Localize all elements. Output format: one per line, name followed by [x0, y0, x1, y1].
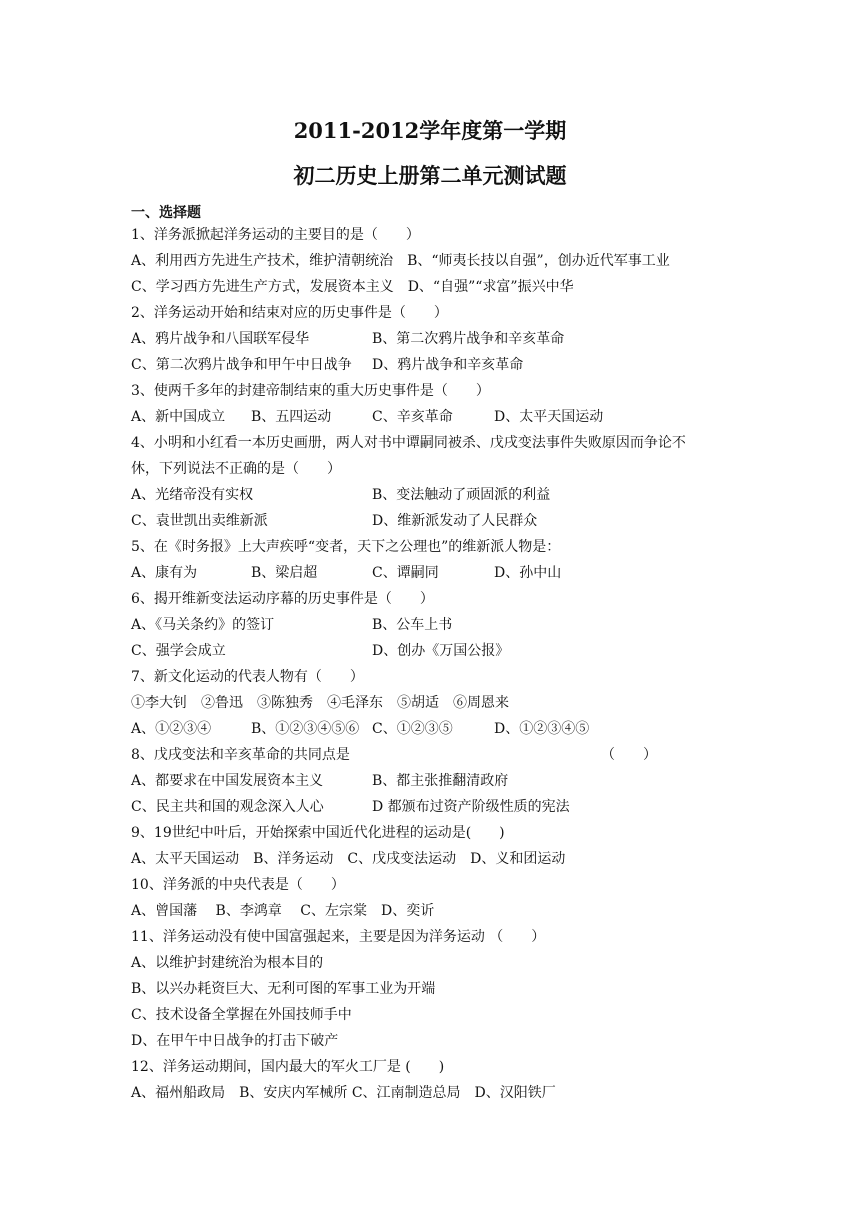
line-text: 7、新文化运动的代表人物有（ ） — [131, 669, 364, 685]
option-text: C、袁世凯出卖维新派 — [131, 513, 268, 529]
option-text: B、第二次鸦片战争和辛亥革命 — [372, 331, 565, 347]
line-text: A、太平天国运动 B、洋务运动 C、戊戌变法运动 D、义和团运动 — [131, 851, 566, 867]
line-text: 2、洋务运动开始和结束对应的历史事件是（ ） — [131, 305, 448, 321]
text-line — [131, 1054, 751, 1080]
text-line — [131, 560, 751, 586]
line-text: ①李大钊 ②鲁迅 ③陈独秀 ④毛泽东 ⑤胡适 ⑥周恩来 — [131, 695, 509, 711]
line-text: 12、洋务运动期间，国内最大的军火工厂是 ( ) — [131, 1059, 445, 1075]
line-text: 6、揭开维新变法运动序幕的历史事件是（ ） — [131, 591, 434, 607]
text-line — [131, 924, 751, 950]
line-text: 1、洋务派掀起洋务运动的主要目的是（ ） — [131, 227, 420, 243]
text-line — [131, 1080, 751, 1106]
text-line — [131, 768, 751, 794]
option-text: （ ） — [601, 747, 657, 763]
text-line — [131, 950, 751, 976]
text-line — [131, 898, 751, 924]
option-text: C、强学会成立 — [131, 643, 226, 659]
option-text: D 都颁布过资产阶级性质的宪法 — [372, 799, 570, 815]
option-text: B、变法触动了顽固派的利益 — [372, 487, 551, 503]
text-line — [131, 534, 751, 560]
option-text: C、辛亥革命 — [372, 409, 453, 425]
text-line — [131, 300, 751, 326]
exam-title-year: 2011-2012学年度第一学期 — [293, 118, 567, 143]
text-line — [131, 664, 751, 690]
line-text: A、福州船政局 B、安庆内军械所 C、江南制造总局 D、汉阳铁厂 — [131, 1085, 556, 1101]
line-text: 9、19世纪中叶后，开始探索中国近代化进程的运动是( ) — [131, 825, 505, 841]
option-text: D、维新派发动了人民群众 — [372, 513, 538, 529]
option-text: A、鸦片战争和八国联军侵华 — [131, 331, 310, 347]
text-line — [131, 456, 751, 482]
text-line — [131, 508, 751, 534]
text-line — [131, 872, 751, 898]
line-text: 休，下列说法不正确的是（ ） — [131, 461, 341, 477]
option-text: A、光绪帝没有实权 — [131, 487, 254, 503]
text-line — [131, 1028, 751, 1054]
text-line — [131, 612, 751, 638]
option-text: D、鸦片战争和辛亥革命 — [372, 357, 524, 373]
option-text: D、太平天国运动 — [494, 409, 604, 425]
option-text: B、都主张推翻清政府 — [372, 773, 509, 789]
line-text: C、技术设备全掌握在外国技师手中 — [131, 1007, 352, 1023]
text-line — [131, 794, 751, 820]
option-text: D、创办《万国公报》 — [372, 643, 510, 659]
text-line — [131, 586, 751, 612]
line-text: C、学习西方先进生产方式，发展资本主义 D、“自强”“求富”振兴中华 — [131, 279, 574, 295]
option-text: D、①②③④⑤ — [494, 721, 590, 737]
text-line — [131, 976, 751, 1002]
line-text: A、以维护封建统治为根本目的 — [131, 955, 324, 971]
text-line — [131, 248, 751, 274]
line-text: 5、在《时务报》上大声疾呼“变者，天下之公理也”的维新派人物是： — [131, 539, 561, 555]
text-line — [131, 352, 751, 378]
text-line — [131, 638, 751, 664]
text-line — [131, 690, 751, 716]
exam-title-subject: 初二历史上册第二单元测试题 — [293, 163, 567, 188]
option-text: D、孙中山 — [494, 565, 562, 581]
option-text: C、谭嗣同 — [372, 565, 439, 581]
line-text: 10、洋务派的中央代表是（ ） — [131, 877, 345, 893]
text-line — [131, 716, 751, 742]
text-line — [131, 742, 751, 768]
option-text: A、①②③④ — [131, 721, 212, 737]
option-text: A、新中国成立 — [131, 409, 226, 425]
option-text: A、都要求在中国发展资本主义 — [131, 773, 324, 789]
option-text: B、公车上书 — [372, 617, 453, 633]
text-line — [131, 482, 751, 508]
text-line — [131, 430, 751, 456]
option-text: A、康有为 — [131, 565, 198, 581]
option-text: C、①②③⑤ — [372, 721, 453, 737]
section-heading: 一、选择题 — [131, 205, 201, 221]
question-list — [131, 222, 751, 1106]
line-text: B、以兴办耗资巨大、无利可图的军事工业为开端 — [131, 981, 436, 997]
option-text: B、梁启超 — [251, 565, 318, 581]
line-text: 4、小明和小红看一本历史画册，两人对书中谭嗣同被杀、戊戌变法事件失败原因而争论不 — [131, 435, 686, 451]
option-text: B、①②③④⑤⑥ — [251, 721, 360, 737]
text-line — [131, 404, 751, 430]
text-line — [131, 820, 751, 846]
line-text: 11、洋务运动没有使中国富强起来，主要是因为洋务运动 （ ） — [131, 929, 546, 945]
line-text: 3、使两千多年的封建帝制结束的重大历史事件是（ ） — [131, 383, 490, 399]
text-line — [131, 378, 751, 404]
text-line — [131, 326, 751, 352]
option-text: A、《马关条约》的签订 — [131, 617, 275, 633]
text-line — [131, 846, 751, 872]
option-text: 8、戊戌变法和辛亥革命的共同点是 — [131, 747, 350, 763]
text-line — [131, 222, 751, 248]
text-line — [131, 274, 751, 300]
option-text: B、五四运动 — [251, 409, 332, 425]
option-text: C、民主共和国的观念深入人心 — [131, 799, 324, 815]
line-text: D、在甲午中日战争的打击下破产 — [131, 1033, 339, 1049]
text-line — [131, 1002, 751, 1028]
line-text: A、利用西方先进生产技术，维护清朝统治 B、“师夷长技以自强”，创办近代军事工业 — [131, 253, 670, 269]
line-text: A、曾国藩 B、李鸿章 C、左宗棠 D、奕䜣 — [131, 903, 435, 919]
option-text: C、第二次鸦片战争和甲午中日战争 — [131, 357, 352, 373]
